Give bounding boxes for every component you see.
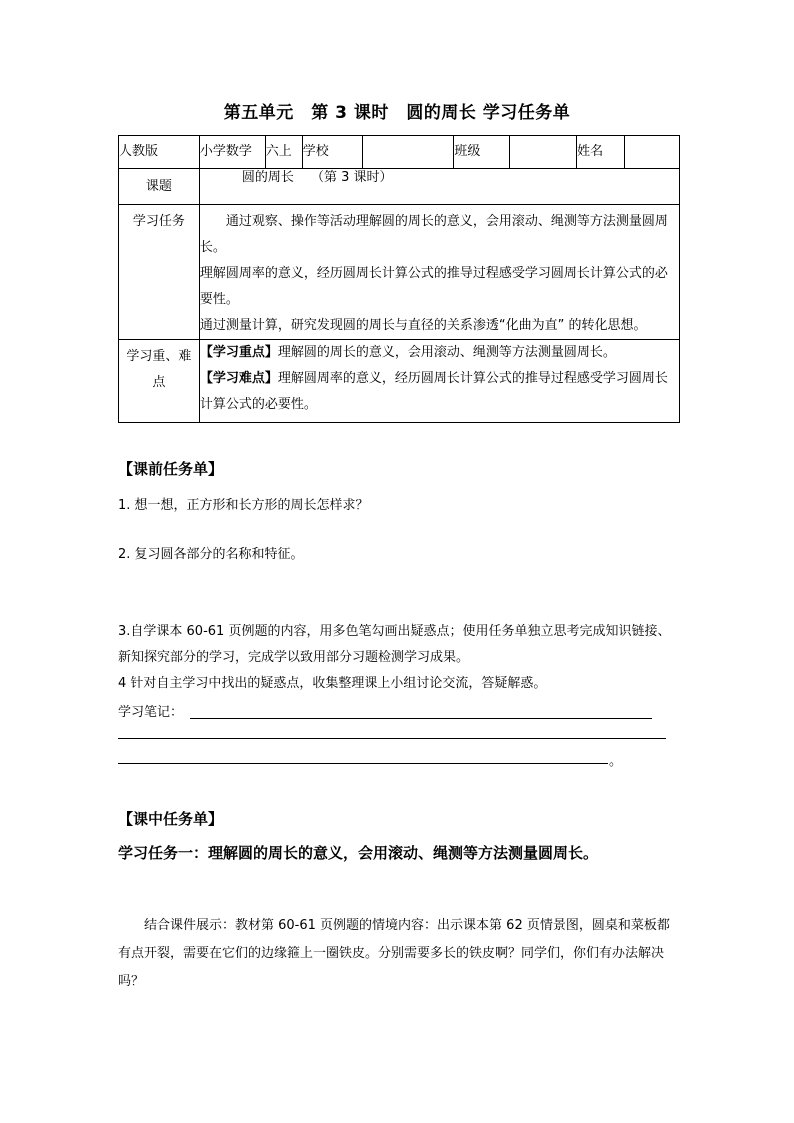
school-field[interactable] (362, 136, 454, 169)
pre-class-item-1: 1. 想一想，正方形和长方形的周长怎样求？ (118, 498, 369, 513)
task-label: 学习任务 (119, 205, 200, 340)
topic-label: 课题 (119, 169, 200, 205)
school-label: 学校 (302, 136, 362, 169)
pre-class-item-2: 2. 复习圆各部分的名称和特征。 (118, 547, 304, 562)
key-point: 【学习重点】理解圆的周长的意义，会用滚动、绳测等方法测量圆周长。 (199, 345, 616, 360)
pre-class-heading: 【课前任务单】 (118, 460, 224, 478)
pre-class-item-4: 4 针对自主学习中找出的疑惑点，收集整理课上小组讨论交流，答疑解惑。 (118, 676, 547, 691)
info-table (118, 135, 680, 423)
name-label: 姓名 (577, 136, 625, 169)
subject-cell: 小学数学 (199, 136, 265, 169)
notes-line-3[interactable] (118, 763, 608, 764)
class-label: 班级 (454, 136, 510, 169)
task-item: 通过观察、操作等活动理解圆的周长的意义，会用滚动、绳测等方法测量圆周长。 (199, 214, 668, 255)
notes-label: 学习笔记： (118, 705, 184, 720)
task-content (199, 205, 679, 340)
notes-line-2[interactable] (118, 738, 666, 739)
task1-title: 学习任务一：理解圆的周长的意义，会用滚动、绳测等方法测量圆周长。 (118, 844, 599, 862)
task-item: 通过测量计算，研究发现圆的周长与直径的关系渗透“化曲为直” 的转化思想。 (199, 318, 647, 333)
grade-cell: 六上 (265, 136, 302, 169)
topic-value: 圆的周长 （第 3 课时） (199, 169, 679, 205)
class-field[interactable] (510, 136, 577, 169)
task-item: 理解圆周率的意义，经历圆周长计算公式的推导过程感受学习圆周长计算公式的必要性。 (199, 266, 668, 307)
page-title: 第五单元 第 3 课时 圆的周长 学习任务单 (223, 103, 571, 123)
key-content (199, 340, 679, 423)
notes-line-1[interactable] (190, 718, 652, 719)
key-label: 学习重、难 点 (119, 340, 200, 423)
in-class-heading: 【课中任务单】 (118, 810, 224, 828)
name-field[interactable] (625, 136, 680, 169)
publisher-cell: 人教版 (119, 136, 200, 169)
pre-class-item-3: 3.自学课本 60-61 页例题的内容，用多色笔勾画出疑惑点；使用任务单独立思考完成知识链接、新知探究部分的学习，完成学以致用部分习题检测学习成果。 (118, 624, 671, 665)
difficulty-point: 【学习难点】理解圆周率的意义，经历圆周长计算公式的推导过程感受学习圆周长计算公式的必要性。 (199, 371, 668, 412)
notes-end: 。 (609, 754, 623, 769)
task1-body: 结合课件展示：教材第 60-61 页例题的情境内容：出示课本第 62 页情景图，圆桌和菜板都有点开裂，需要在它们的边缘箍上一圈铁皮。分别需要多长的铁皮啊？同学们，你们有办法解决吗？ (118, 918, 670, 989)
